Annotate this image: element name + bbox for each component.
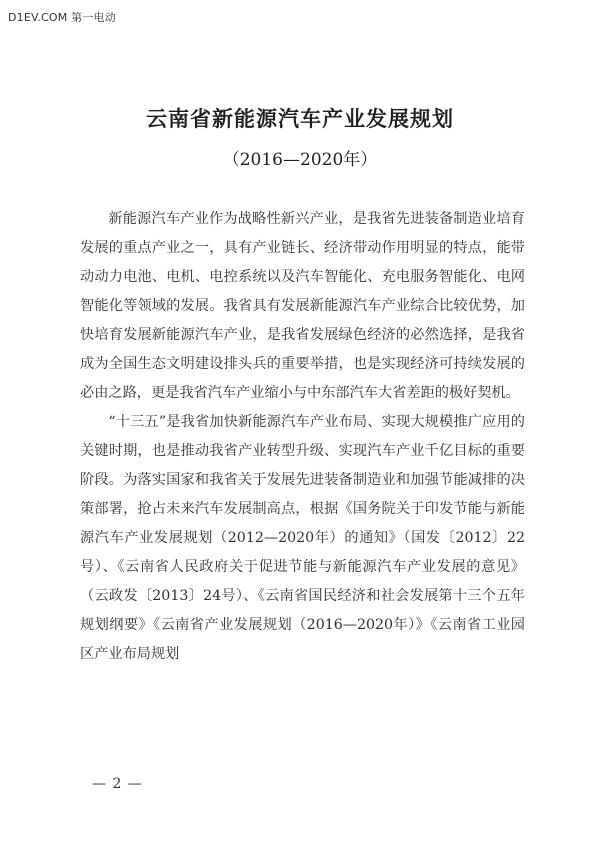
document-subtitle: （2016—2020年） <box>222 150 378 170</box>
document-title: 云南省新能源汽车产业发展规划 <box>146 106 454 131</box>
paragraph: 新能源汽车产业作为战略性新兴产业，是我省先进装备制造业培育发展的重点产业之一，具有产业链长、经济带动作用明显的特点，能带动动力电池、电机、电控系统以及汽车智能化、充电服务智能化、电网智能化等领域的发展。我省具有发展新能源汽车产业综合比较优势，加快培育发展新能源汽车产业，是我省发展绿色经济的必然选择，是我省成为全国生态文明建设排头兵的重要举措，也是实现经济可持续发展的必由之路，更是我省汽车产业缩小与中东部汽车大省差距的极好契机。 <box>80 211 525 401</box>
document-body <box>80 205 525 669</box>
watermark: D1EV.COM 第一电动 <box>8 11 116 24</box>
page-number: — 2 — <box>92 776 143 792</box>
paragraph: “十三五”是我省加快新能源汽车产业布局、实现大规模推广应用的关键时期，也是推动我省产业转型升级、实现汽车产业千亿目标的重要阶段。为落实国家和我省关于发展先进装备制造业和加强节能减排的决策部署，抢占未来汽车发展制高点，根据《国务院关于印发节能与新能源汽车产业发展规划（2012—2020年）的通知》（国发〔2012〕22号）、《云南省人民政府关于促进节能与新能源汽车产业发展的意见》（云政发〔2013〕24号）、《云南省国民经济和社会发展第十三个五年规划纲要》《云南省产业发展规划（2016—2020年）》《云南省工业园区产业布局规划 <box>80 414 525 662</box>
